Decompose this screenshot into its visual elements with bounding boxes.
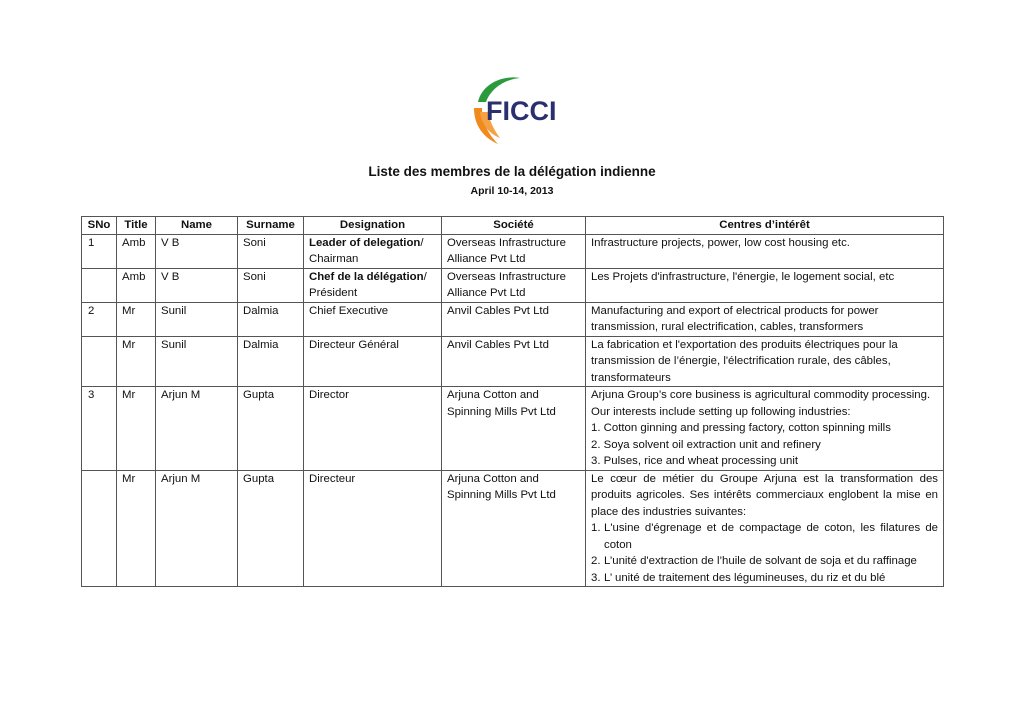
cell-title: Mr bbox=[117, 387, 156, 471]
interests-intro: Arjuna Group’s core business is agricultural commodity processing. Our interests include setting up following industries: bbox=[591, 389, 931, 418]
cell-company: Overseas Infrastructure Alliance Pvt Ltd bbox=[442, 234, 586, 268]
cell-designation bbox=[304, 268, 442, 302]
interests-item bbox=[591, 570, 938, 587]
designation-rest: / Chairman bbox=[309, 236, 424, 265]
cell-company: Anvil Cables Pvt Ltd bbox=[442, 302, 586, 336]
cell-sno: 2 bbox=[82, 302, 117, 336]
item-text: L'usine d'égrenage et de compactage de coton, les filatures de coton bbox=[604, 522, 938, 551]
cell-designation: Director bbox=[304, 387, 442, 471]
cell-surname: Soni bbox=[238, 234, 304, 268]
document-title: Liste des membres de la délégation indienne bbox=[368, 164, 656, 179]
item-number: 3. bbox=[591, 571, 601, 584]
delegation-table bbox=[81, 216, 944, 587]
header-sno: SNo bbox=[82, 217, 117, 235]
cell-title: Mr bbox=[117, 470, 156, 587]
cell-interests bbox=[586, 470, 944, 587]
cell-title: Amb bbox=[117, 268, 156, 302]
item-number: 1. bbox=[591, 522, 601, 534]
cell-title: Mr bbox=[117, 336, 156, 387]
document-date: April 10-14, 2013 bbox=[470, 185, 554, 197]
cell-sno bbox=[82, 268, 117, 302]
designation-bold: Chef de la délégation bbox=[309, 270, 424, 283]
logo-text: FICCI bbox=[486, 96, 557, 126]
cell-name: Arjun M bbox=[156, 470, 238, 587]
designation-rest: / Président bbox=[309, 270, 427, 299]
cell-title: Amb bbox=[117, 234, 156, 268]
item-text: L’ unité de traitement des légumineuses, du riz et du blé bbox=[604, 571, 886, 584]
table-row bbox=[82, 387, 944, 471]
cell-name: Sunil bbox=[156, 336, 238, 387]
cell-sno: 3 bbox=[82, 387, 117, 471]
interests-item bbox=[591, 520, 938, 553]
interests-list bbox=[591, 520, 938, 586]
header-name: Name bbox=[156, 217, 238, 235]
cell-designation: Directeur bbox=[304, 470, 442, 587]
cell-interests: Infrastructure projects, power, low cost housing etc. bbox=[586, 234, 944, 268]
table-row bbox=[82, 234, 944, 268]
cell-surname: Gupta bbox=[238, 387, 304, 471]
interests-item: 2. Soya solvent oil extraction unit and refinery bbox=[591, 438, 821, 451]
cell-name: Sunil bbox=[156, 302, 238, 336]
cell-company: Arjuna Cotton and Spinning Mills Pvt Ltd bbox=[442, 387, 586, 471]
cell-sno bbox=[82, 470, 117, 587]
designation-bold: Leader of delegation bbox=[309, 236, 421, 249]
cell-designation: Directeur Général bbox=[304, 336, 442, 387]
cell-sno: 1 bbox=[82, 234, 117, 268]
header-title: Title bbox=[117, 217, 156, 235]
item-text: L’unité d'extraction de l’huile de solvant de soja et du raffinage bbox=[604, 555, 917, 567]
cell-designation: Chief Executive bbox=[304, 302, 442, 336]
cell-sno bbox=[82, 336, 117, 387]
table-header-row bbox=[82, 217, 944, 235]
cell-interests bbox=[586, 387, 944, 471]
cell-interests: Manufacturing and export of electrical products for power transmission, rural electrification, cables, transformers bbox=[586, 302, 944, 336]
table-row bbox=[82, 302, 944, 336]
interests-item: 1. Cotton ginning and pressing factory, cotton spinning mills bbox=[591, 422, 891, 434]
cell-name: V B bbox=[156, 234, 238, 268]
cell-surname: Soni bbox=[238, 268, 304, 302]
table-row bbox=[82, 470, 944, 587]
ficci-logo bbox=[468, 72, 564, 146]
table-row bbox=[82, 268, 944, 302]
cell-title: Mr bbox=[117, 302, 156, 336]
interests-item: 3. Pulses, rice and wheat processing unit bbox=[591, 455, 799, 467]
header-interests: Centres d’intérêt bbox=[586, 217, 944, 235]
cell-surname: Dalmia bbox=[238, 336, 304, 387]
interests-intro: Le cœur de métier du Groupe Arjuna est la transformation des produits agricoles. Ses intérêts commerciaux englobent la mise en place des industries suivantes: bbox=[591, 472, 938, 518]
item-number: 2. bbox=[591, 555, 601, 567]
table-row bbox=[82, 336, 944, 387]
header-company: Société bbox=[442, 217, 586, 235]
cell-interests: Les Projets d'infrastructure, l'énergie, le logement social, etc bbox=[586, 268, 944, 302]
cell-company: Arjuna Cotton and Spinning Mills Pvt Ltd bbox=[442, 470, 586, 587]
cell-company: Anvil Cables Pvt Ltd bbox=[442, 336, 586, 387]
cell-interests: La fabrication et l'exportation des produits électriques pour la transmission de l’énergie, l'électrification rurale, des câbles, transformateurs bbox=[586, 336, 944, 387]
cell-surname: Gupta bbox=[238, 470, 304, 587]
cell-name: Arjun M bbox=[156, 387, 238, 471]
cell-designation bbox=[304, 234, 442, 268]
interests-item bbox=[591, 553, 938, 570]
cell-surname: Dalmia bbox=[238, 302, 304, 336]
header-surname: Surname bbox=[238, 217, 304, 235]
cell-name: V B bbox=[156, 268, 238, 302]
cell-company: Overseas Infrastructure Alliance Pvt Ltd bbox=[442, 268, 586, 302]
header-designation: Designation bbox=[304, 217, 442, 235]
